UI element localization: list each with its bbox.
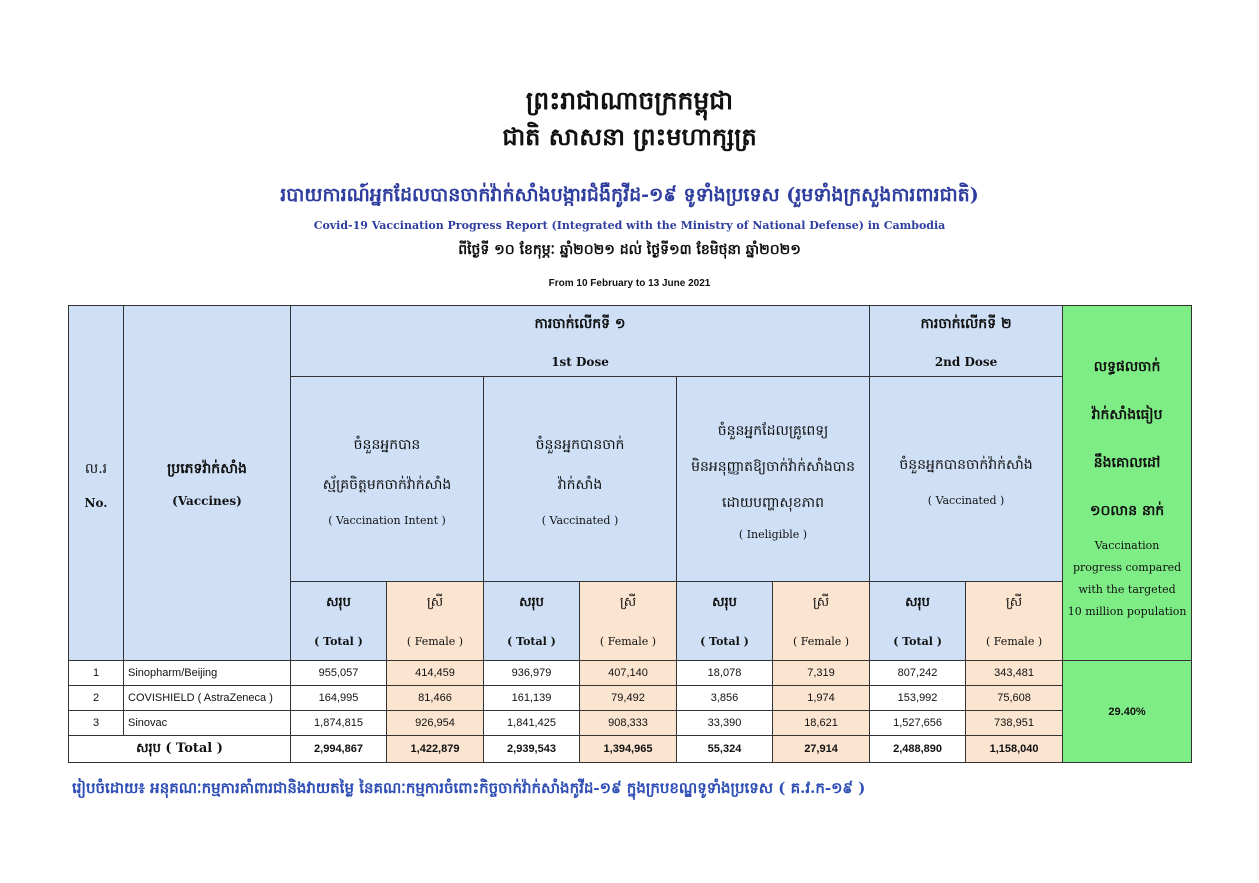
vaccination-table xyxy=(68,305,1192,763)
dose1-header: ការចាក់លើកទី ១ 1st Dose xyxy=(291,306,870,377)
vaccinated1-header: ចំនួនអ្នកបានចាក់ វ៉ាក់សាំង ( Vaccinated ) xyxy=(484,377,677,582)
total-row: សរុប ( Total ) 2,994,867 1,422,879 2,939,543 1,394,965 55,324 27,914 2,488,890 1,158,040 xyxy=(69,736,1192,763)
ineligible-header: ចំនួនអ្នកដែលគ្រូពេទ្យ មិនអនុញ្ញាតឱ្យចាក់វ៉ាក់សាំងបាន ដោយបញ្ហាសុខភាព ( Ineligible ) xyxy=(677,377,870,582)
report-title-en: Covid-19 Vaccination Progress Report (Integrated with the Ministry of National Defense) in Cambodia xyxy=(313,219,946,232)
no-header: ល.រ No. xyxy=(69,306,124,661)
vaccinated2-header: ចំនួនអ្នកបានចាក់វ៉ាក់សាំង ( Vaccinated ) xyxy=(870,377,1063,582)
table-row: 2 COVISHIELD ( AstraZeneca ) 164,995 81,466 161,139 79,492 3,856 1,974 153,992 75,608 xyxy=(69,686,1192,711)
kingdom-title: ព្រះរាជាណាចក្រកម្ពុជា xyxy=(525,86,734,115)
date-range-en: From 10 February to 13 June 2021 xyxy=(548,278,711,289)
dose2-header: ការចាក់លើកទី ២ 2nd Dose xyxy=(870,306,1063,377)
total-row-label: សរុប ( Total ) xyxy=(69,736,291,763)
vaccine-header: ប្រភេទវ៉ាក់សាំង (Vaccines) xyxy=(124,306,291,661)
date-range-kh: ពីថ្ងៃទី ១០ ខែកុម្ភៈ ឆ្នាំ២០២១ ដល់ ថ្ងៃទី១៣ ខែមិថុនា ឆ្នាំ២០២១ xyxy=(458,242,801,258)
table-row: 3 Sinovac 1,874,815 926,954 1,841,425 908,333 33,390 18,621 1,527,656 738,951 xyxy=(69,711,1192,736)
table-row: 1 Sinopharm/Beijing 955,057 414,459 936,979 407,140 18,078 7,319 807,242 343,481 29.40% xyxy=(69,661,1192,686)
intent-header: ចំនួនអ្នកបាន ស្ម័គ្រចិត្តមកចាក់វ៉ាក់សាំង ( Vaccination Intent ) xyxy=(291,377,484,582)
subheader-row: សរុប ( Total ) ស្រី ( Female ) សរុប ( Total ) ស្រី ( Female ) សរុប ( Total ) ស្រី ( Female ) សរុប ( Total ) ស្រី ( Female ) xyxy=(69,582,1192,661)
prepared-by-footer: រៀបចំដោយ៖ អនុគណៈកម្មការគាំពារជានិងវាយតម្លៃ នៃគណៈកម្មការចំពោះកិច្ចចាក់វ៉ាក់សាំងកូវីដ-១៩ ក្នុងក្របខណ្ឌទូទាំងប្រទេស ( គ.វ.ក-១៩ ) xyxy=(72,779,866,797)
national-motto: ជាតិ សាសនា ព្រះមហាក្សត្រ xyxy=(502,122,757,151)
progress-header: លទ្ធផលចាក់ វ៉ាក់សាំងធៀប នឹងគោលដៅ ១០លាន នាក់ Vaccination progress compared with the targeted 10 million population xyxy=(1063,306,1192,661)
progress-value: 29.40% xyxy=(1063,661,1192,763)
report-title-kh: របាយការណ៍អ្នកដែលបានចាក់វ៉ាក់សាំងបង្ការជំងឺកូវីដ-១៩ ទូទាំងប្រទេស (រួមទាំងក្រសួងការពារជាតិ) xyxy=(280,184,979,206)
